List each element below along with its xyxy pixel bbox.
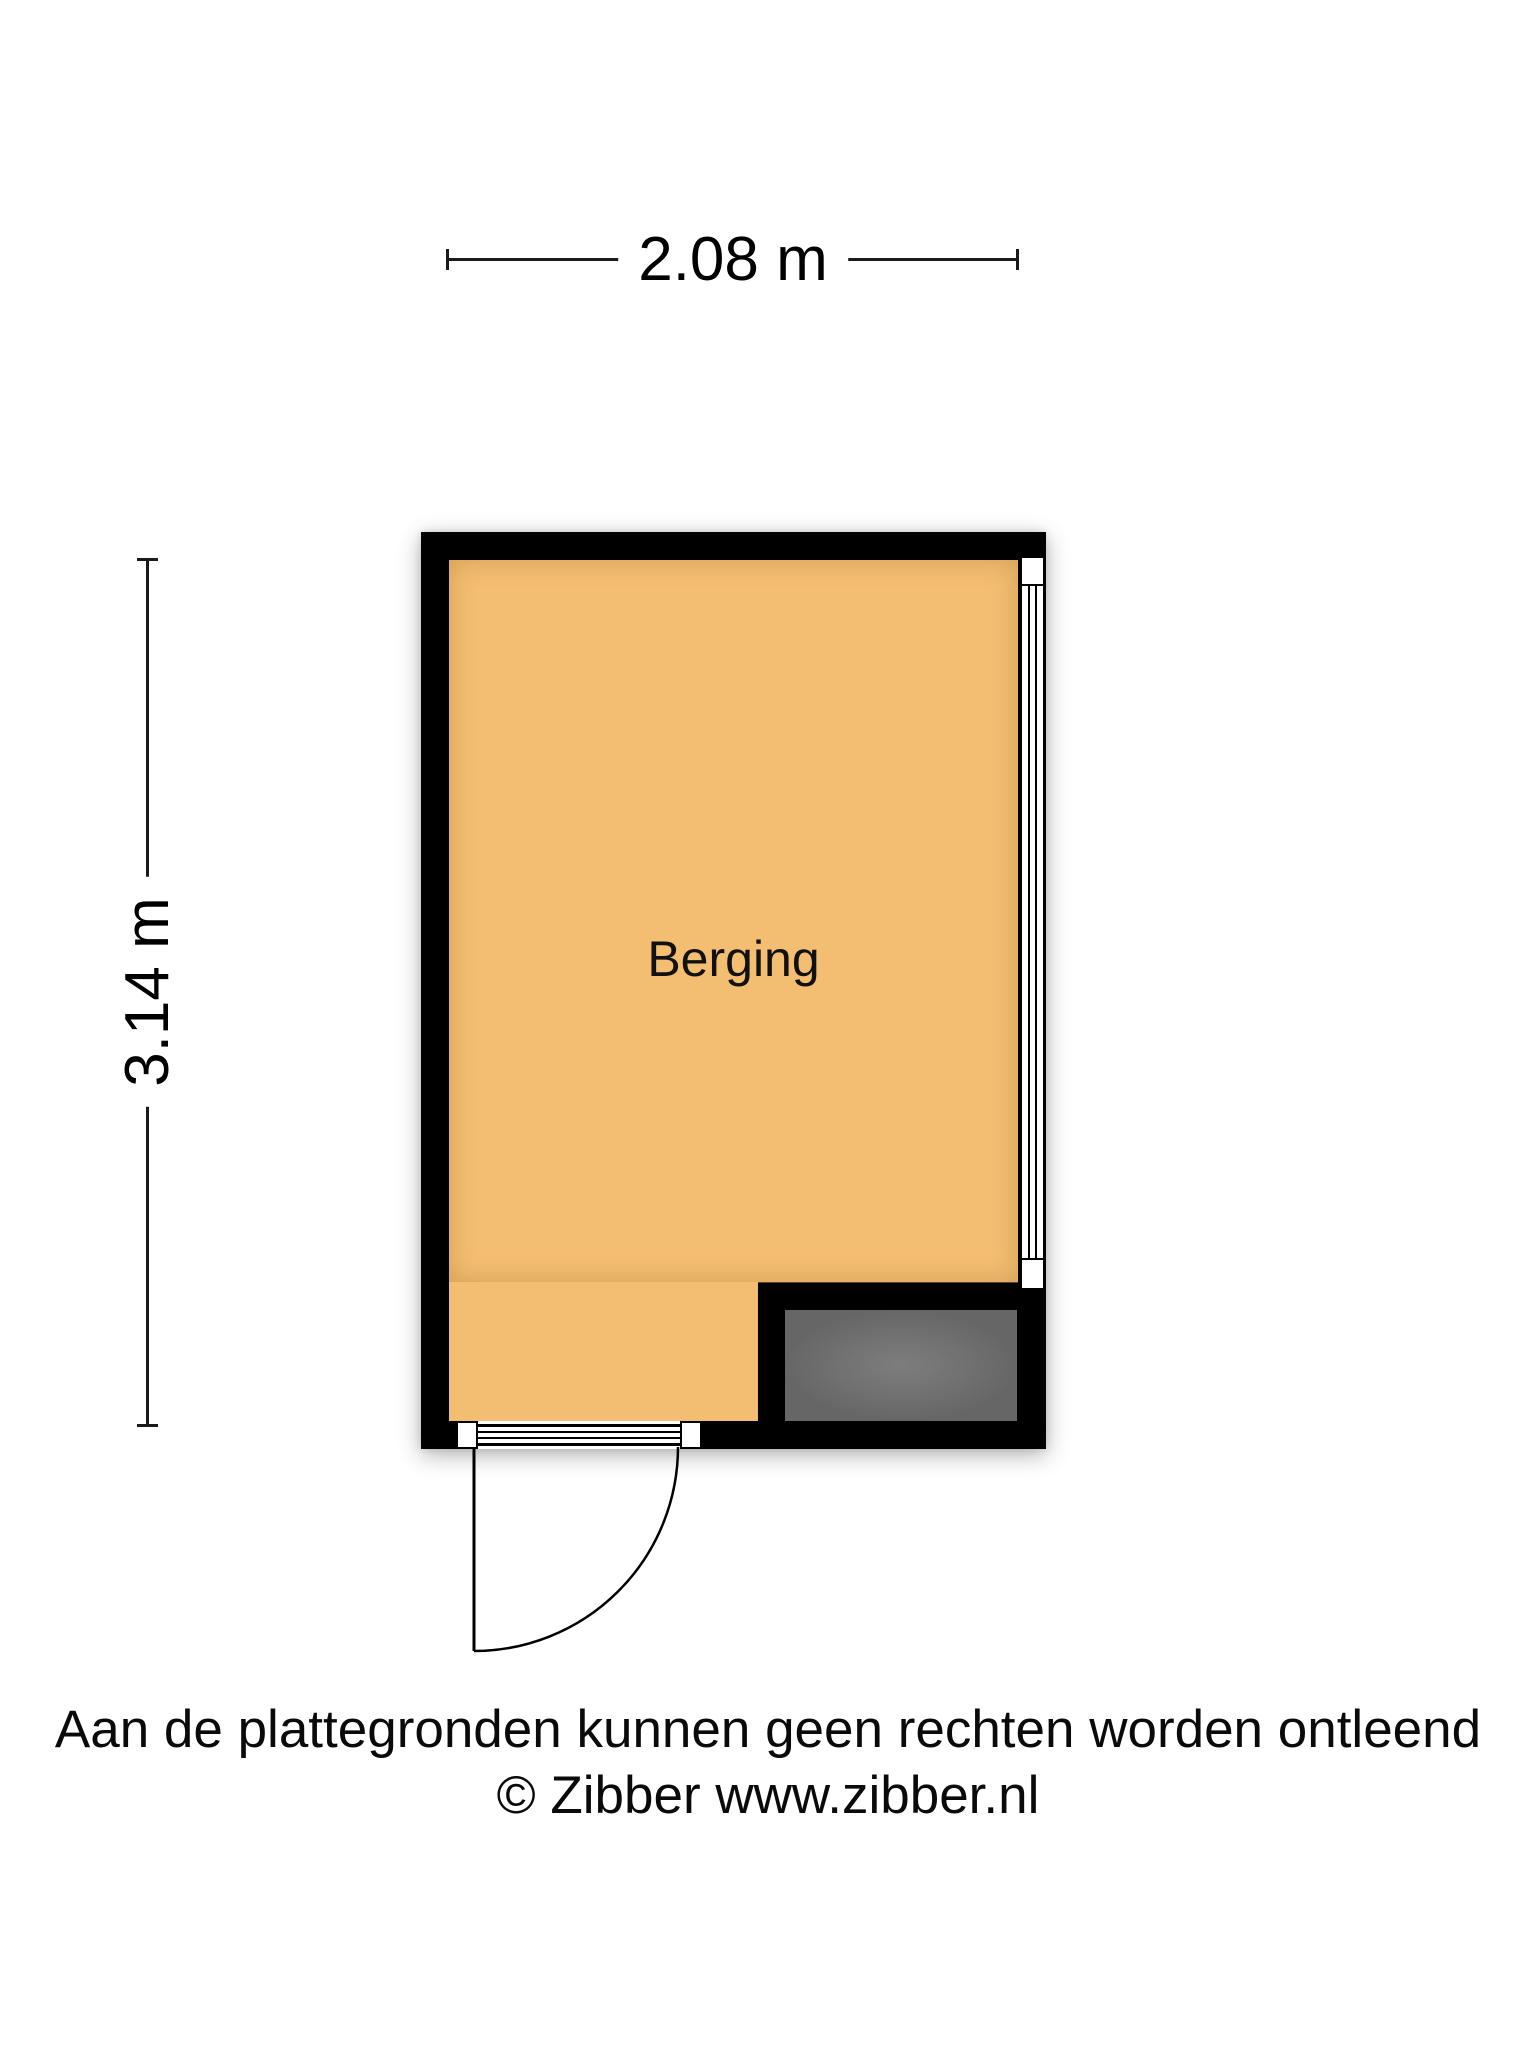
door-threshold-line — [478, 1437, 680, 1439]
width-dimension-left-tick — [446, 249, 449, 270]
window-bottom-sill — [1020, 1258, 1045, 1290]
height-dimension-top-tick — [137, 558, 158, 561]
footer-disclaimer: Aan de plattegronden kunnen geen rechten worden ontleend — [54, 1700, 1482, 1759]
width-dimension-right-tick — [1016, 249, 1019, 270]
room-label: Berging — [647, 931, 820, 987]
shaft-block — [785, 1310, 1017, 1421]
height-dimension-bottom-tick — [137, 1424, 158, 1427]
door-threshold — [478, 1424, 680, 1446]
door-left-jamb — [456, 1421, 478, 1449]
door-threshold-line — [478, 1431, 680, 1433]
door-swing — [453, 1447, 693, 1662]
height-dimension-label: 3.14 m — [114, 877, 182, 1107]
window-glazing-line — [1028, 586, 1030, 1258]
footer-credit: © Zibber www.zibber.nl — [496, 1766, 1040, 1825]
door-swing-arc — [474, 1447, 678, 1651]
window-glazing — [1020, 584, 1045, 1260]
window-glazing-line — [1035, 586, 1037, 1258]
door-right-jamb — [680, 1421, 702, 1449]
window-top-sill — [1020, 556, 1045, 586]
width-dimension-label: 2.08 m — [618, 226, 848, 294]
